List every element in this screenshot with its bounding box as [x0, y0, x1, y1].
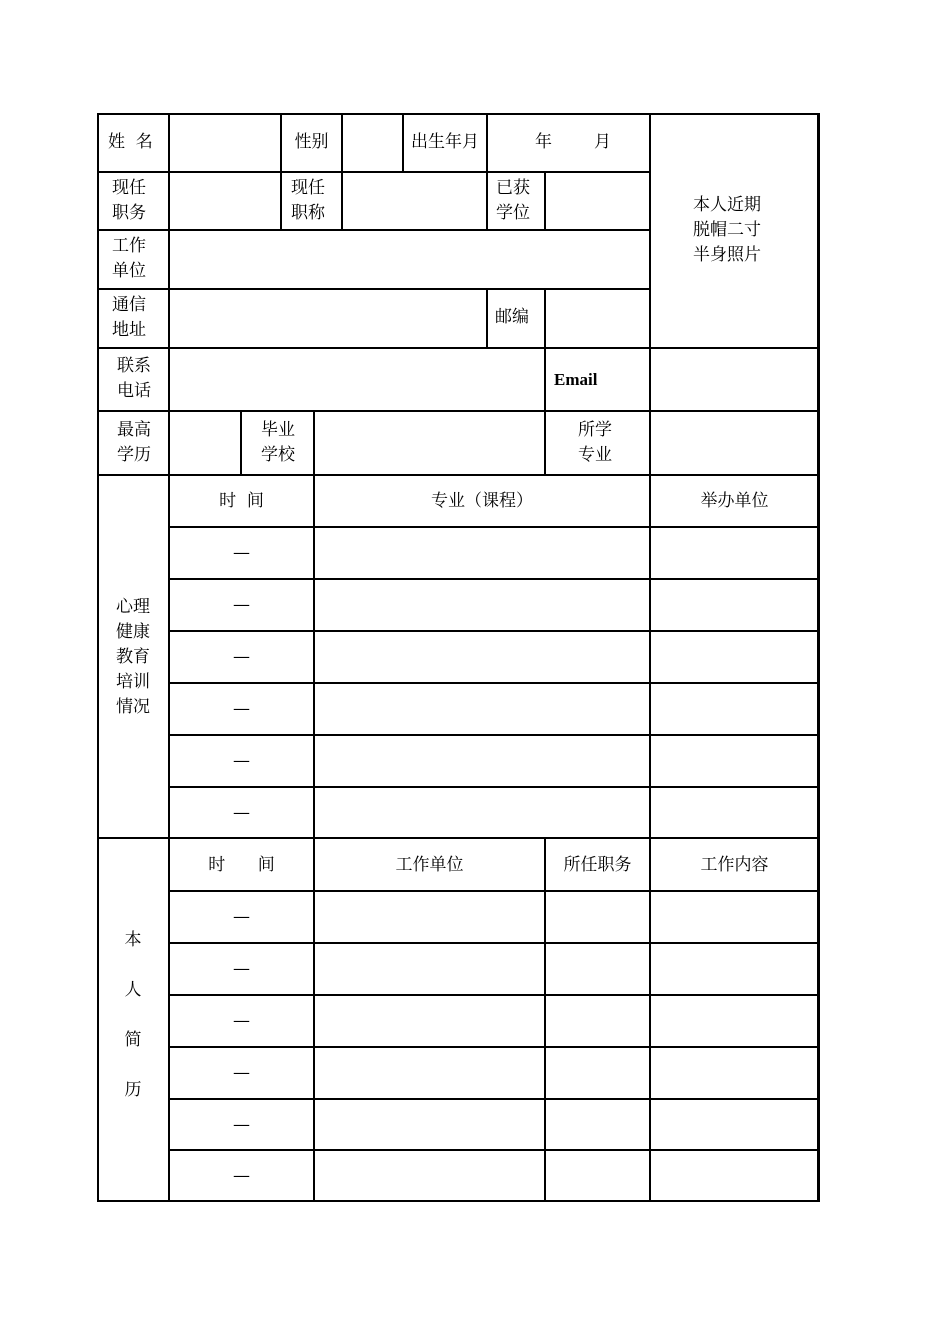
birth-input-cell[interactable] [487, 113, 650, 172]
training-row-organizer[interactable] [650, 735, 819, 787]
resume-row-content[interactable] [650, 1047, 819, 1099]
outer-border-bottom [97, 1200, 820, 1202]
resume-row-content[interactable] [650, 995, 819, 1047]
resume-row-position[interactable] [545, 1047, 650, 1099]
email-label: Email [554, 370, 598, 389]
resume-row-employer[interactable] [314, 1047, 545, 1099]
training-row-time[interactable] [169, 735, 314, 787]
resume-header-position [545, 838, 650, 891]
training-row-time[interactable] [169, 631, 314, 683]
birth-label-cell [403, 113, 487, 172]
resume-header-time-label: 时 间 [208, 855, 275, 875]
training-row-organizer[interactable] [650, 527, 819, 579]
major-input-cell[interactable] [650, 411, 819, 475]
resume-row-position[interactable] [545, 891, 650, 943]
position-label-line-1: 现任 [112, 178, 146, 198]
resume-row-time[interactable] [169, 1099, 314, 1150]
resume-row-employer[interactable] [314, 943, 545, 995]
title-input-cell[interactable] [342, 172, 487, 230]
birth-year-label: 年 [535, 132, 552, 152]
employer-label-line-2: 单位 [112, 261, 146, 281]
major-label-line-1: 所学 [578, 420, 612, 440]
training-row-dash: — [233, 543, 250, 563]
resume-row-dash: — [233, 907, 250, 927]
training-row-dash: — [233, 751, 250, 771]
resume-row-position[interactable] [545, 995, 650, 1047]
training-row-time[interactable] [169, 579, 314, 631]
postcode-input-cell[interactable] [545, 289, 650, 348]
resume-label-char: 简 [124, 1030, 142, 1050]
resume-row-position[interactable] [545, 1150, 650, 1201]
resume-row-content[interactable] [650, 1150, 819, 1201]
major-label-line-2: 专业 [578, 445, 612, 465]
education-label-line-1: 最高 [117, 420, 151, 440]
training-header-time [169, 475, 314, 527]
resume-label-char: 本 [124, 930, 142, 950]
resume-row-dash: — [233, 1115, 250, 1135]
position-input-cell[interactable] [169, 172, 281, 230]
resume-header-content [650, 838, 819, 891]
outer-border-left [97, 113, 99, 1202]
address-input-cell[interactable] [169, 289, 487, 348]
education-input-cell[interactable] [169, 411, 241, 475]
title-label-cell [281, 172, 342, 230]
major-label-cell [545, 411, 650, 475]
position-label-line-2: 职务 [112, 203, 146, 223]
training-row-organizer[interactable] [650, 579, 819, 631]
training-header-organizer [650, 475, 819, 527]
training-row-organizer[interactable] [650, 631, 819, 683]
training-row-dash: — [233, 647, 250, 667]
training-label-line: 培训 [116, 672, 150, 692]
address-label-line-1: 通信 [112, 295, 146, 315]
name-input-cell[interactable] [169, 113, 281, 172]
employer-label-line-1: 工作 [112, 236, 146, 256]
training-row-dash: — [233, 595, 250, 615]
resume-header-time [169, 838, 314, 891]
training-label-line: 心理 [116, 597, 150, 617]
training-row-major[interactable] [314, 579, 650, 631]
training-row-major[interactable] [314, 631, 650, 683]
resume-row-dash: — [233, 1011, 250, 1031]
phone-input-cell[interactable] [169, 348, 545, 411]
phone-label-line-2: 电话 [117, 381, 151, 401]
training-row-time[interactable] [169, 527, 314, 579]
education-label-cell [97, 411, 169, 475]
address-label-line-2: 地址 [112, 320, 146, 340]
training-header-time-label: 时 间 [219, 491, 264, 511]
degree-label-line-1: 已获 [496, 178, 530, 198]
resume-row-dash: — [233, 959, 250, 979]
resume-row-dash: — [233, 1063, 250, 1083]
birth-label: 出生年月 [411, 132, 479, 152]
resume-label-char: 历 [124, 1080, 142, 1100]
name-label-cell [97, 113, 169, 172]
training-label-line: 情况 [116, 697, 150, 717]
gender-label: 性别 [294, 132, 329, 152]
birth-month-label: 月 [594, 132, 611, 152]
employer-input-cell[interactable] [169, 230, 650, 289]
resume-row-dash: — [233, 1166, 250, 1186]
training-row-time[interactable] [169, 683, 314, 735]
name-label: 姓 名 [108, 132, 153, 152]
training-row-dash: — [233, 699, 250, 719]
employer-label-cell [97, 230, 169, 289]
rule-training-header-bottom [169, 526, 819, 528]
gender-input-cell[interactable] [342, 113, 403, 172]
school-label-line-1: 毕业 [261, 420, 295, 440]
training-row-major[interactable] [314, 683, 650, 735]
rule-birth-left [486, 113, 488, 173]
resume-header-employer-label: 工作单位 [395, 855, 464, 875]
photo-line-2: 脱帽二寸 [693, 220, 761, 240]
resume-header-content-label: 工作内容 [700, 855, 769, 875]
phone-label-cell [97, 348, 169, 411]
photo-line-3: 半身照片 [693, 245, 761, 265]
phone-label-line-1: 联系 [117, 356, 151, 376]
title-label-line-1: 现任 [291, 178, 325, 198]
resume-row-time[interactable] [169, 943, 314, 995]
rule-degree-left [486, 172, 488, 231]
training-section-label-cell [97, 475, 169, 838]
resume-row-employer[interactable] [314, 1099, 545, 1150]
resume-row-position[interactable] [545, 1099, 650, 1150]
training-section-label [98, 595, 168, 720]
postcode-label: 邮编 [495, 307, 529, 327]
education-label-line-2: 学历 [117, 445, 151, 465]
training-row-major[interactable] [314, 787, 650, 838]
degree-label-line-2: 学位 [496, 203, 530, 223]
resume-section-label-cell [97, 838, 169, 1201]
resume-row-position[interactable] [545, 943, 650, 995]
degree-input-cell[interactable] [545, 172, 650, 230]
resume-row-employer[interactable] [314, 995, 545, 1047]
position-label-cell [97, 172, 169, 230]
resume-row-time[interactable] [169, 1150, 314, 1201]
resume-row-time[interactable] [169, 995, 314, 1047]
resume-row-employer[interactable] [314, 891, 545, 943]
resume-row-employer[interactable] [314, 1150, 545, 1201]
training-row-dash: — [233, 803, 250, 823]
rule-training-mid [169, 630, 819, 632]
photo-cell [650, 113, 819, 348]
resume-row-content[interactable] [650, 943, 819, 995]
training-row-organizer[interactable] [650, 683, 819, 735]
training-row-major[interactable] [314, 735, 650, 787]
email-label-cell [545, 348, 650, 411]
resume-label-char: 人 [124, 980, 142, 1000]
address-label-cell [97, 289, 169, 348]
photo-line-1: 本人近期 [693, 195, 761, 215]
training-label-line: 健康 [116, 622, 150, 642]
school-label-line-2: 学校 [261, 445, 295, 465]
training-row-time[interactable] [169, 787, 314, 838]
training-row-organizer[interactable] [650, 787, 819, 838]
training-header-major [314, 475, 650, 527]
postcode-label-cell [487, 289, 545, 348]
resume-header-position-label: 所任职务 [563, 855, 632, 875]
rule-address-top [97, 288, 651, 290]
resume-row-content[interactable] [650, 1099, 819, 1150]
resume-header-employer [314, 838, 545, 891]
training-label-line: 教育 [116, 647, 150, 667]
degree-label-cell [487, 172, 545, 230]
school-input-cell[interactable] [314, 411, 545, 475]
outer-border-right [817, 113, 820, 1202]
gender-label-cell [281, 113, 342, 172]
training-header-major-label: 专业（课程） [431, 491, 533, 511]
resume-row-time[interactable] [169, 891, 314, 943]
training-row-major[interactable] [314, 527, 650, 579]
rule-postcode-left [486, 289, 488, 349]
training-header-organizer-label: 举办单位 [700, 491, 769, 511]
resume-row-time[interactable] [169, 1047, 314, 1099]
application-form [98, 114, 820, 1202]
school-label-cell [241, 411, 314, 475]
email-input-cell[interactable] [650, 348, 819, 411]
resume-row-content[interactable] [650, 891, 819, 943]
outer-border-top [97, 113, 820, 115]
title-label-line-2: 职称 [291, 203, 325, 223]
resume-section-label [98, 928, 168, 1128]
